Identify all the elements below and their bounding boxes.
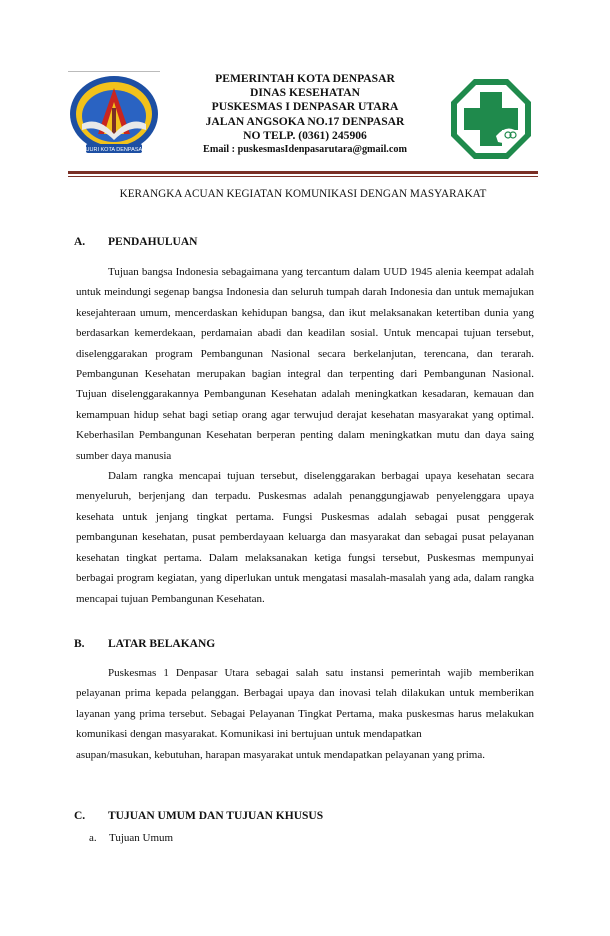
list-marker: a. (89, 832, 97, 844)
kop-line-4: JALAN ANGSOKA NO.17 DENPASAR (205, 114, 405, 128)
paragraph: Dalam rangka mencapai tujuan tersebut, diselenggarakan berbagai upaya kesehatan secara menyeluruh, berjenjang dan terpadu. Puskesmas adalah penanggungjawab penyelenggara upaya kesehata untuk jenjang tingkat pertama. Fungsi Puskesmas adalah sebagai pusat penggerak pembangunan kesehatan, pusat pemberdayaan keluarga dan masyarakat dan sebagai pusat pelayanan kesehatan tingkat pertama. Dalam melaksanakan ketiga fungsi tersebut, Puskesmas mempunyai berbagai program kegiatan, yang diperlukan untuk mengatasi masalah-masalah yang ada, dalam rangka mencapai tujuan Pembangunan Kesehatan. (76, 470, 534, 605)
section-letter: C. (74, 810, 86, 822)
kop-line-3: PUSKESMAS I DENPASAR UTARA (211, 100, 399, 114)
kop-line-2: DINAS KESEHATAN (249, 86, 361, 100)
letterhead (165, 72, 445, 157)
paragraph: Puskesmas 1 Denpasar Utara sebagai salah satu instansi pemerintah wajib memberikan pelayanan prima kepada pelanggan. Berbagai upaya dan inovasi telah dilakukan untuk memberikan layanan yang prima tersebut. Sebagai Pelayanan Tingkat Pertama, maka puskesmas harus melakukan komunikasi dengan masyarakat. Komunikasi ini bertujuan untuk mendapatkan (76, 667, 534, 741)
logo-caption: PUURI KOTA DENPASAR (81, 147, 147, 153)
document-title: KERANGKA ACUAN KEGIATAN KOMUNIKASI DENGAN MASYARAKAT (119, 188, 487, 200)
paragraph-continuation: asupan/masukan, kebutuhan, harapan masyarakat untuk mendapatkan pelayanan yang prima. (76, 748, 485, 761)
header-divider-thick (68, 171, 538, 174)
section-a-body (76, 262, 534, 609)
section-letter: B. (74, 638, 85, 650)
health-ministry-logo (450, 78, 532, 160)
kop-line-1: PEMERINTAH KOTA DENPASAR (215, 72, 395, 85)
section-title: TUJUAN UMUM DAN TUJUAN KHUSUS (108, 810, 324, 822)
section-letter: A. (74, 236, 86, 248)
denpasar-city-logo (68, 72, 160, 160)
kop-line-5: NO TELP. (0361) 245906 (243, 128, 367, 142)
section-title: PENDAHULUAN (108, 236, 198, 248)
kop-email: Email : puskesmasIdenpasarutara@gmail.com (203, 144, 407, 156)
paragraph: Tujuan bangsa Indonesia sebagaimana yang tercantum dalam UUD 1945 alenia keempat adalah untuk meindungi segenap bangsa Indonesia dan seluruh tumpah darah Indonesia dan untuk memajukan kesejahteraan umum, mencerdaskan kehidupan bangsa, dan ikut melaksanakan ketertiban dunia yang berdasarkan kemerdekaan, perdamaian abadi dan keadilan sosial. Untuk mencapai tujuan tersebut, diselenggarakan program Pembangunan Nasional secara berkelanjutan, terencana, dan terarah. Pembangunan Kesehatan merupakan bagian integral dan terpenting dari Pembangunan Nasional. Tujuan diselenggarakannya Pembangunan Kesehatan adalah meningkatkan kesadaran, kemauan dan kemampuan hidup sehat bagi setiap orang agar terwujud derajat kesehatan masyarakat yang optimal. Keberhasilan Pembangunan Kesehatan berperan penting dalam meningkatkan mutu dan daya saing sumber daya manusia (76, 266, 534, 462)
list-item-text: Tujuan Umum (109, 832, 174, 844)
header-divider-thin (68, 176, 538, 177)
section-b-body (76, 663, 534, 765)
section-title: LATAR BELAKANG (108, 638, 216, 650)
